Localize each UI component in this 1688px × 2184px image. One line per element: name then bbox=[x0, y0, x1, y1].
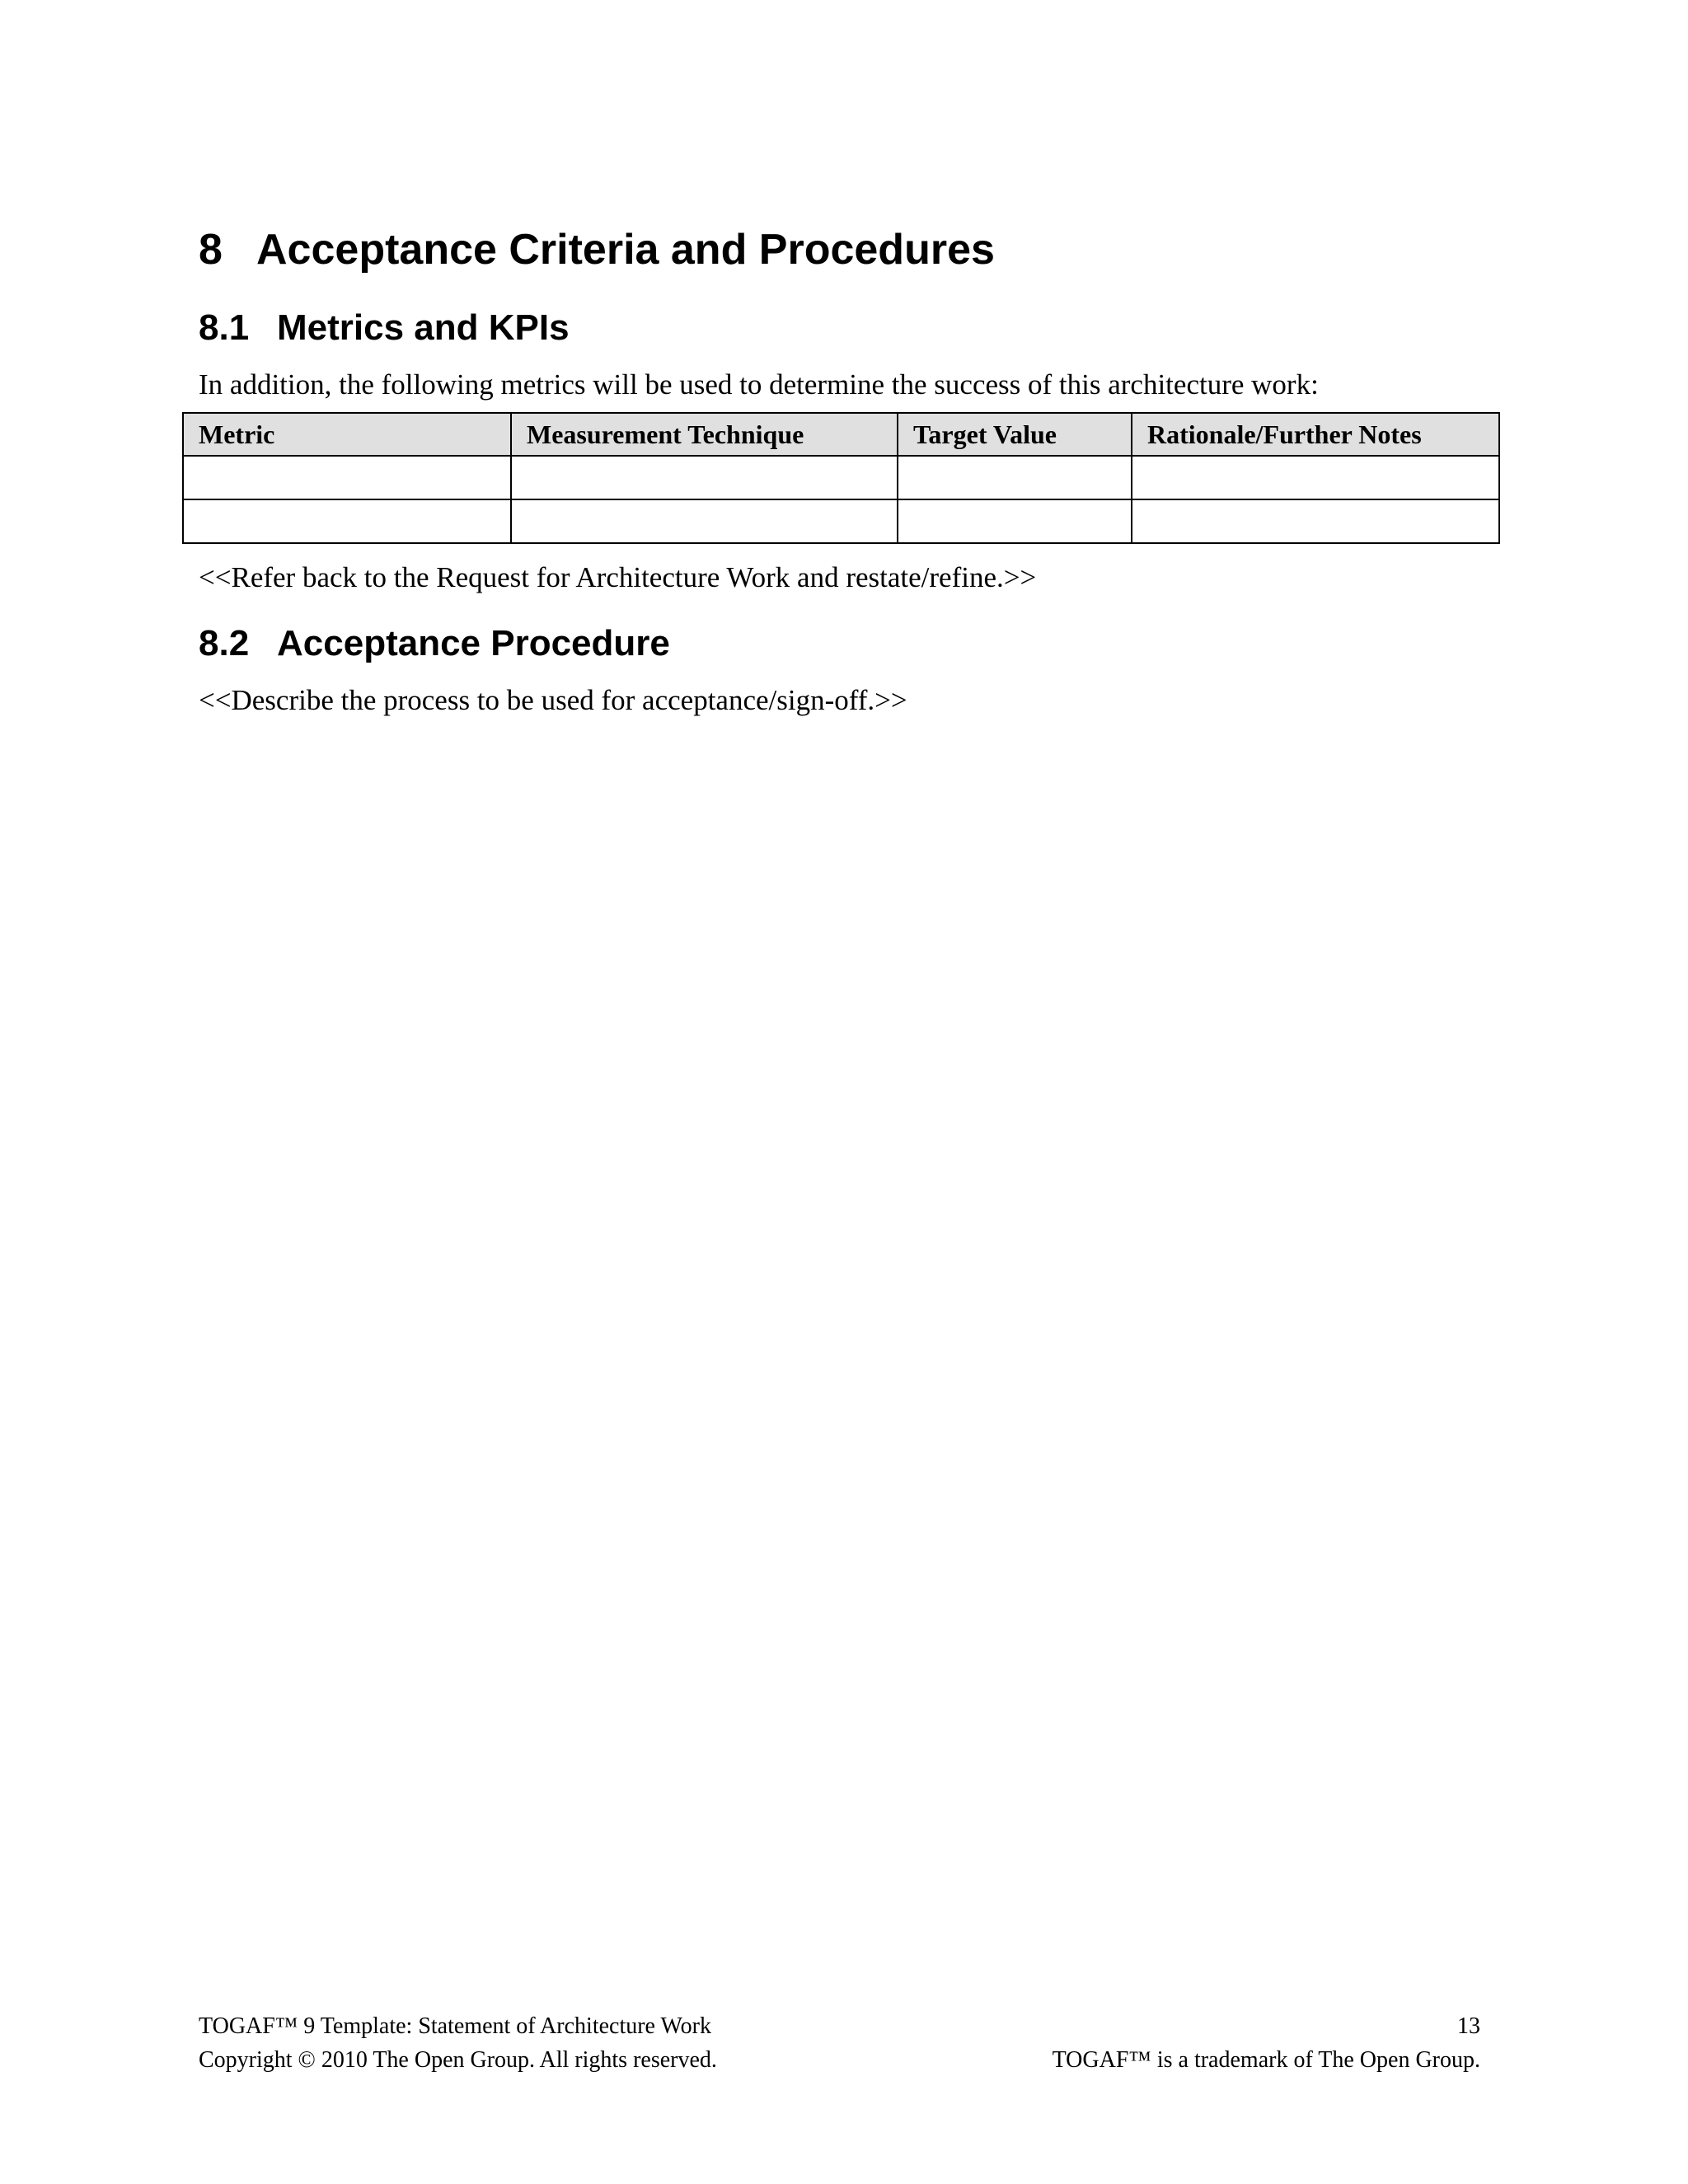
metrics-intro-text: In addition, the following metrics will be used to determine the success of this architecture work: bbox=[199, 368, 1319, 401]
section-title: Acceptance Criteria and Procedures bbox=[256, 226, 995, 274]
table-cell bbox=[898, 499, 1132, 543]
subsection-number: 8.2 bbox=[199, 623, 250, 663]
column-header-measurement-technique: Measurement Technique bbox=[511, 413, 898, 456]
table-header-row bbox=[183, 413, 1499, 456]
subsection-heading-acceptance bbox=[199, 622, 670, 666]
subsection-number: 8.1 bbox=[199, 307, 250, 348]
subsection-title: Acceptance Procedure bbox=[277, 623, 670, 663]
table-row bbox=[183, 456, 1499, 499]
column-header-rationale: Rationale/Further Notes bbox=[1132, 413, 1499, 456]
subsection-title: Metrics and KPIs bbox=[277, 307, 570, 348]
section-number: 8 bbox=[199, 226, 223, 274]
refer-back-note: <<Refer back to the Request for Architecture Work and restate/refine.>> bbox=[199, 561, 1037, 593]
footer-page-number: 13 bbox=[1457, 2013, 1480, 2039]
table-row bbox=[183, 499, 1499, 543]
footer-trademark: TOGAF™ is a trademark of The Open Group. bbox=[1052, 2047, 1480, 2073]
table-cell bbox=[511, 499, 898, 543]
column-header-target-value: Target Value bbox=[898, 413, 1132, 456]
table-cell bbox=[183, 499, 511, 543]
footer-document-title: TOGAF™ 9 Template: Statement of Architecture Work bbox=[199, 2013, 711, 2039]
table-cell bbox=[1132, 456, 1499, 499]
column-header-metric: Metric bbox=[183, 413, 511, 456]
metrics-table bbox=[182, 412, 1500, 544]
table-cell bbox=[1132, 499, 1499, 543]
acceptance-procedure-text: <<Describe the process to be used for acceptance/sign-off.>> bbox=[199, 684, 907, 716]
subsection-heading-metrics bbox=[199, 307, 570, 350]
table-cell bbox=[511, 456, 898, 499]
section-heading bbox=[199, 224, 995, 275]
table-cell bbox=[183, 456, 511, 499]
table-cell bbox=[898, 456, 1132, 499]
footer-copyright: Copyright © 2010 The Open Group. All rights reserved. bbox=[199, 2047, 717, 2073]
